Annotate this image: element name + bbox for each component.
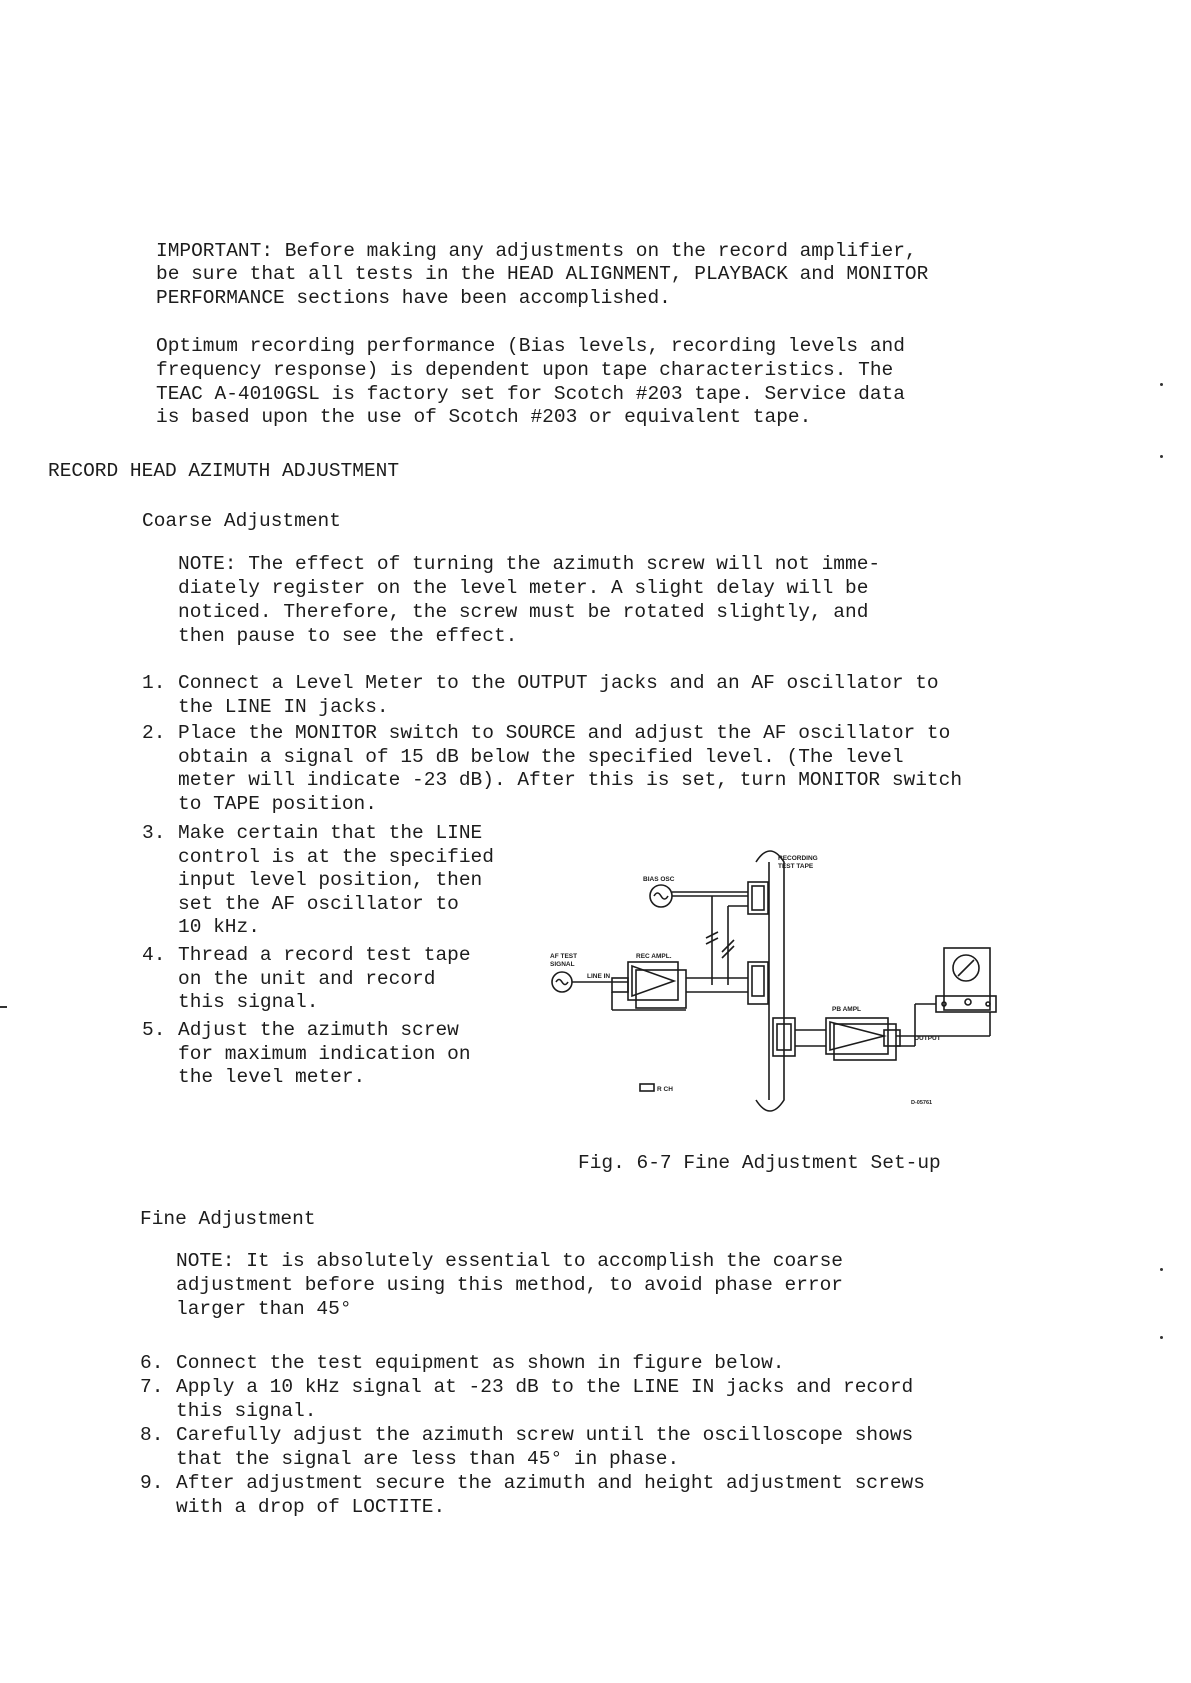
step-number: 6.	[140, 1352, 164, 1374]
step-text: set the AF oscillator to	[178, 892, 459, 915]
label-signal: SIGNAL	[550, 961, 575, 968]
r-ch-legend-icon	[640, 1084, 654, 1091]
label-pb-ampl: PB AMPL	[832, 1006, 862, 1013]
step-text: Adjust the azimuth screw	[178, 1019, 459, 1041]
step-text: Thread a record test tape	[178, 944, 471, 966]
coarse-note-line: diately register on the level meter. A slight delay will be	[178, 577, 869, 599]
step-text: the LINE IN jacks.	[178, 695, 389, 718]
step-text: Connect the test equipment as shown in figure below.	[176, 1352, 785, 1374]
label-af-test: AF TEST	[550, 953, 578, 960]
label-drawing-number: D-05761	[911, 1100, 933, 1106]
recording-tape	[756, 851, 784, 1111]
step-text: this signal.	[176, 1399, 317, 1422]
optimum-line: is based upon the use of Scotch #203 or equivalent tape.	[156, 406, 812, 428]
step-number: 4.	[142, 944, 166, 966]
step-text: to TAPE position.	[178, 792, 377, 815]
label-test-tape: TEST TAPE	[778, 863, 814, 870]
step-number: 7.	[140, 1376, 164, 1398]
step-number: 5.	[142, 1019, 166, 1041]
figure-caption: Fig. 6-7 Fine Adjustment Set-up	[578, 1152, 941, 1174]
fine-heading: Fine Adjustment	[140, 1208, 316, 1230]
important-line: PERFORMANCE sections have been accomplished.	[156, 287, 671, 309]
step-number: 2.	[142, 722, 166, 744]
step-text: Place the MONITOR switch to SOURCE and adjust the AF oscillator to	[178, 722, 951, 744]
label-line-in: LINE IN	[587, 973, 611, 980]
coarse-note-line: noticed. Therefore, the screw must be rotated slightly, and	[178, 601, 869, 623]
step-text: Apply a 10 kHz signal at -23 dB to the LINE IN jacks and record	[176, 1376, 914, 1398]
record-head-bottom	[748, 962, 768, 1004]
step-text: this signal.	[178, 991, 319, 1013]
step-number: 1.	[142, 672, 166, 694]
optimum-line: Optimum recording performance (Bias levels, recording levels and	[156, 335, 905, 357]
label-output: OUTPUT	[914, 1035, 941, 1042]
label-r-ch: R CH	[657, 1086, 673, 1093]
optimum-line: TEAC A-4010GSL is factory set for Scotch #203 tape. Service data	[156, 383, 905, 405]
step-text: control is at the specified	[178, 845, 494, 868]
fine-note-line: larger than 45°	[176, 1298, 352, 1320]
step-number: 9.	[140, 1472, 164, 1494]
scan-mark	[0, 1006, 7, 1008]
step-text: for maximum indication on	[178, 1042, 471, 1065]
step-text: Connect a Level Meter to the OUTPUT jacks and an AF oscillator to	[178, 672, 939, 694]
step-text: Carefully adjust the azimuth screw until the oscilloscope shows	[176, 1424, 914, 1446]
step-text: After adjustment secure the azimuth and height adjustment screws	[176, 1472, 925, 1494]
coarse-note-line: then pause to see the effect.	[178, 625, 518, 647]
important-line: IMPORTANT: Before making any adjustments on the record amplifier,	[156, 240, 917, 262]
step-text: with a drop of LOCTITE.	[176, 1495, 446, 1518]
step-text: that the signal are less than 45° in phase.	[176, 1447, 680, 1470]
step-text: obtain a signal of 15 dB below the specified level. (The level	[178, 745, 904, 768]
label-recording: RECORDING	[778, 855, 818, 862]
step-text: the level meter.	[178, 1066, 366, 1088]
coarse-heading: Coarse Adjustment	[142, 510, 341, 532]
step-number: 8.	[140, 1424, 164, 1446]
scan-mark	[1160, 1268, 1163, 1271]
label-rec-ampl: REC AMPL.	[636, 953, 672, 960]
step-text: 10 kHz.	[178, 916, 260, 938]
setup-diagram	[540, 840, 1010, 1120]
optimum-line: frequency response) is dependent upon tape characteristics. The	[156, 359, 894, 381]
scan-mark	[1160, 383, 1163, 386]
step-text: on the unit and record	[178, 967, 436, 990]
section-title: RECORD HEAD AZIMUTH ADJUSTMENT	[48, 460, 400, 482]
fine-note-line: adjustment before using this method, to avoid phase error	[176, 1274, 844, 1296]
step-text: Make certain that the LINE	[178, 822, 483, 844]
important-line: be sure that all tests in the HEAD ALIGNMENT, PLAYBACK and MONITOR	[156, 263, 929, 285]
scan-mark	[1160, 455, 1163, 458]
scan-mark	[1160, 1336, 1163, 1339]
step-number: 3.	[142, 822, 166, 844]
coarse-note-line: NOTE: The effect of turning the azimuth screw will not imme-	[178, 553, 881, 575]
step-text: input level position, then	[178, 869, 483, 891]
label-bias-osc: BIAS OSC	[643, 876, 675, 883]
level-meter-icon	[944, 948, 990, 1010]
fine-note-line: NOTE: It is absolutely essential to accomplish the coarse	[176, 1250, 844, 1272]
step-text: meter will indicate -23 dB). After this is set, turn MONITOR switch	[178, 769, 963, 791]
